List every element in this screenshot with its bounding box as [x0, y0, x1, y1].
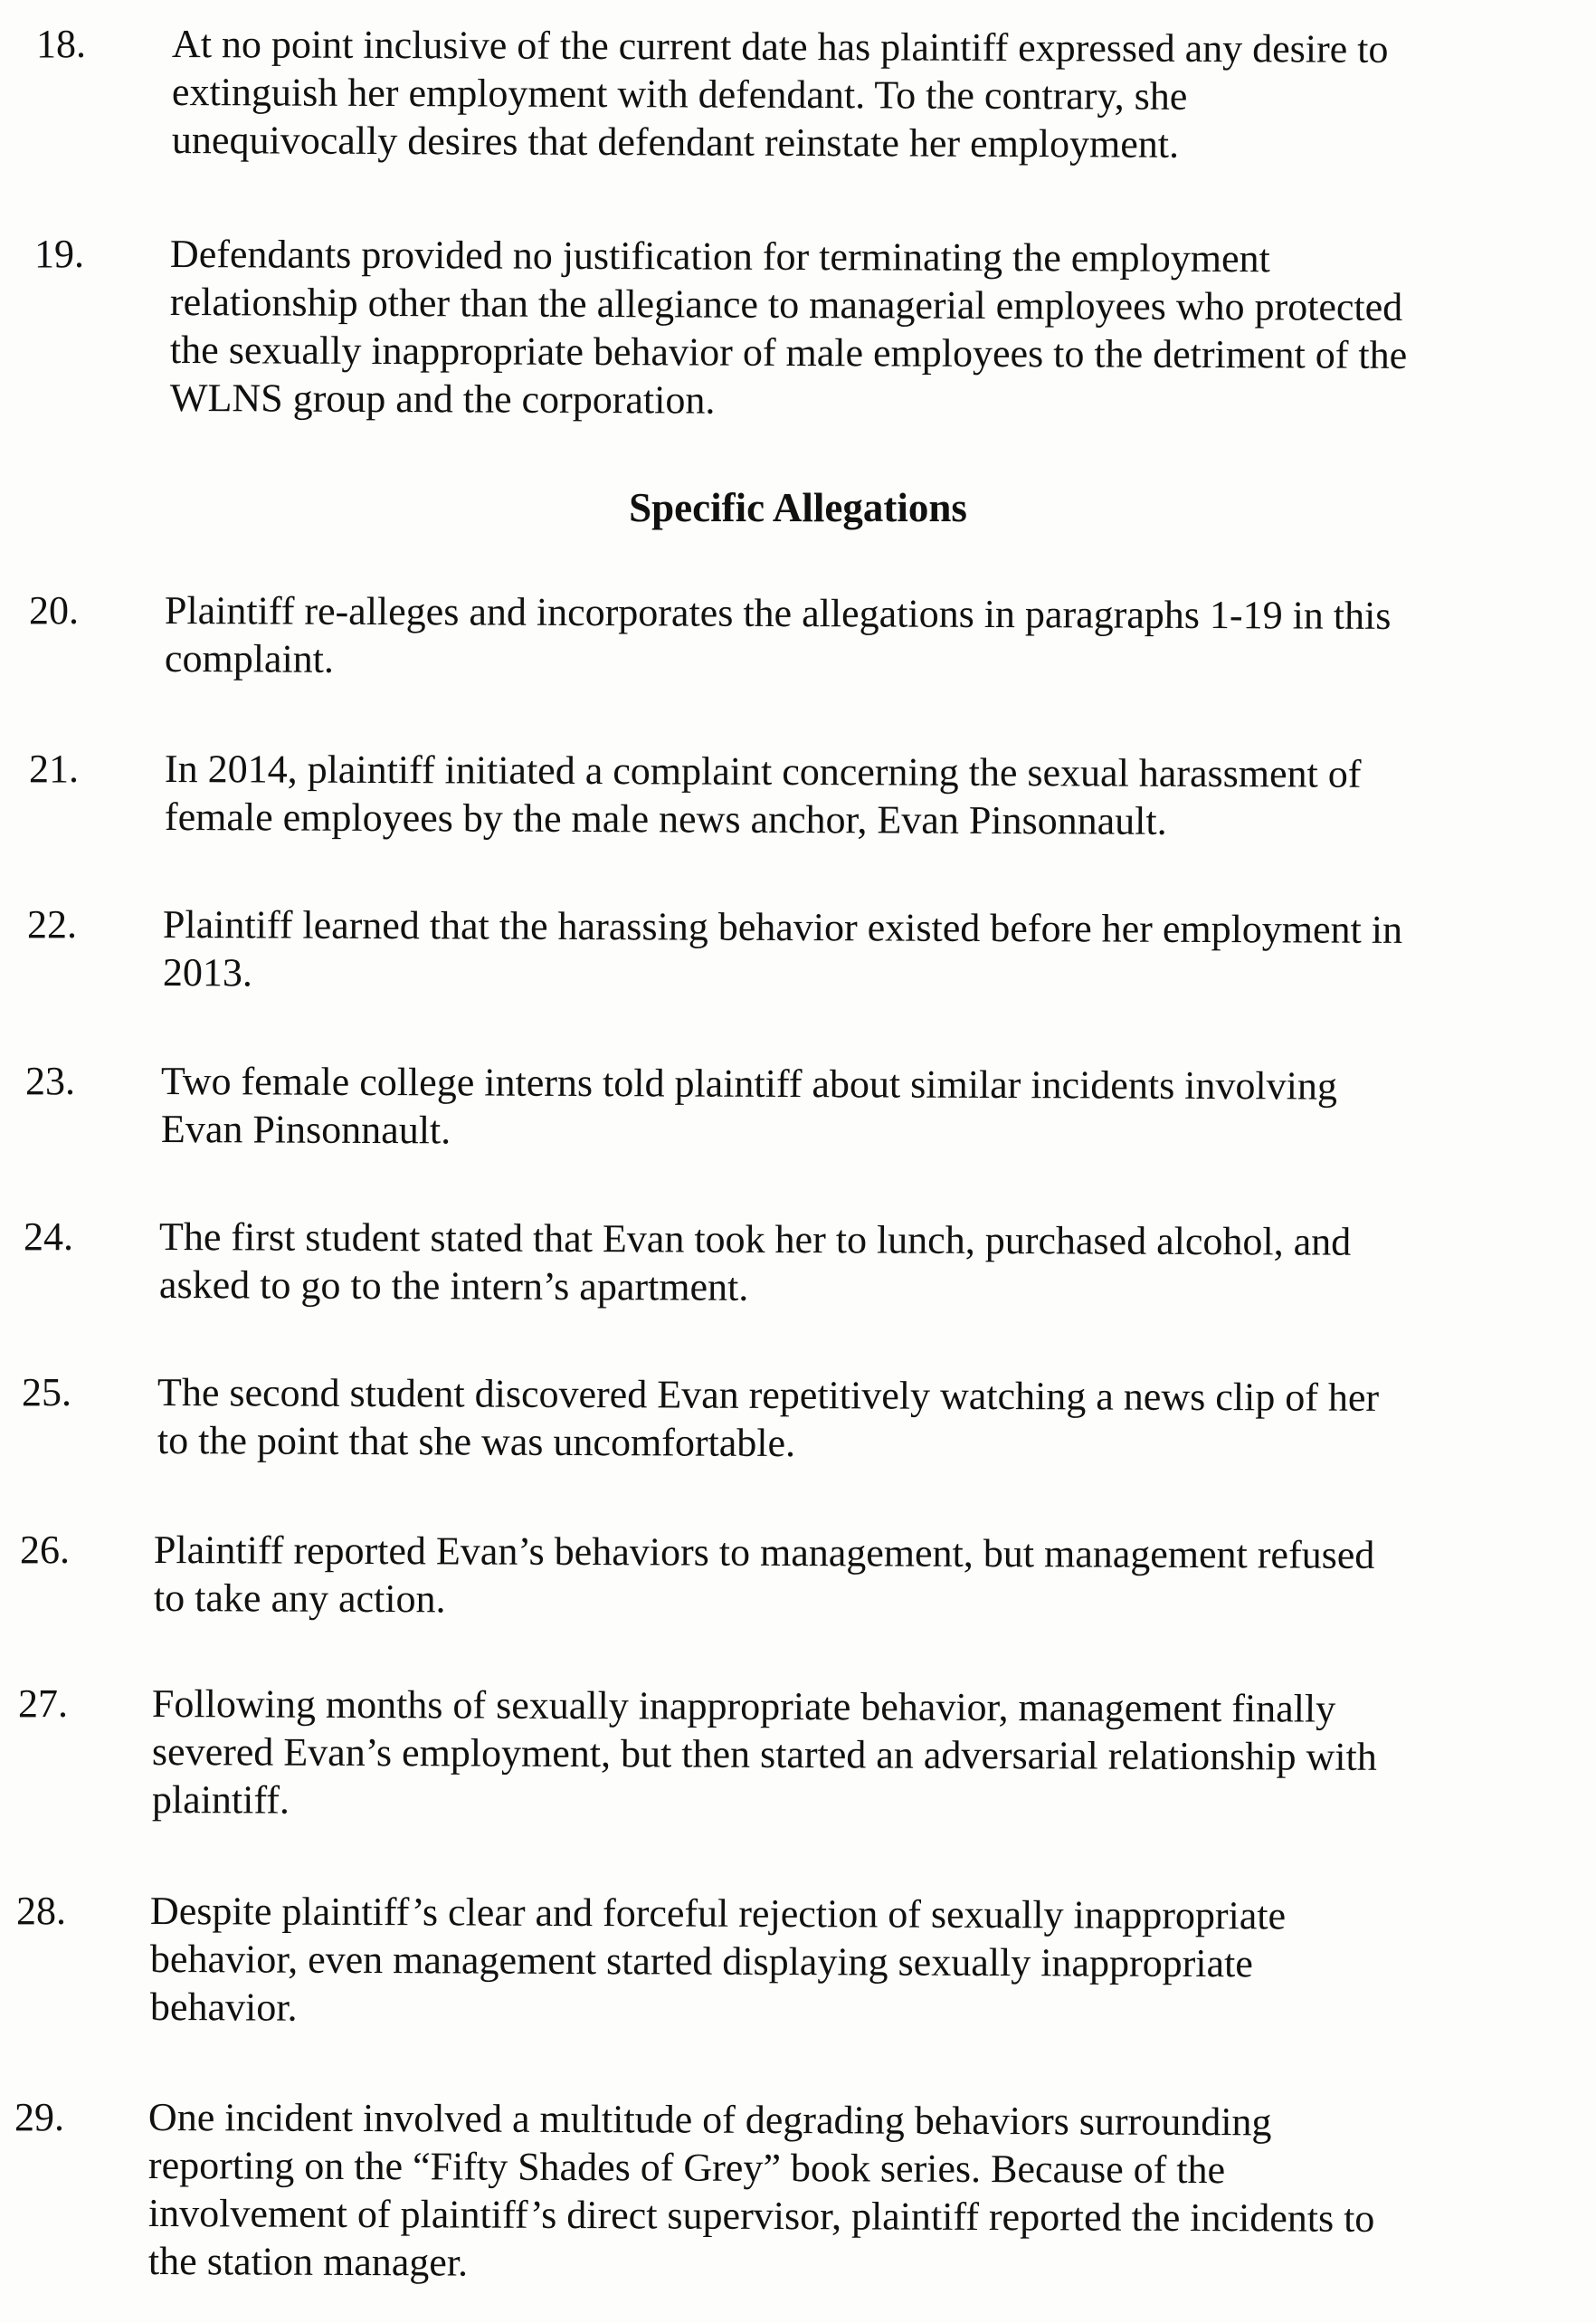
- paragraph-number: 23.: [25, 1059, 75, 1103]
- paragraph-line: to the point that she was uncomfortable.: [157, 1418, 796, 1466]
- paragraph-number: 20.: [29, 588, 79, 633]
- paragraph-line: In 2014, plaintiff initiated a complaint concerning the sexual harassment of: [164, 747, 1362, 796]
- paragraph-line: Plaintiff re-alleges and incorporates the allegations in paragraphs 1-19 in this: [164, 588, 1392, 638]
- paragraph-line: Evan Pinsonnault.: [160, 1107, 451, 1153]
- paragraph-line: to take any action.: [153, 1576, 446, 1622]
- paragraph-line: Defendants provided no justification for terminating the employment: [169, 232, 1270, 281]
- paragraph-number: 26.: [20, 1528, 70, 1572]
- paragraph-line: asked to go to the intern’s apartment.: [158, 1262, 749, 1309]
- paragraph-line: behavior.: [149, 1985, 298, 2030]
- paragraph-number: 19.: [34, 232, 84, 276]
- paragraph-line: The second student discovered Evan repetitively watching a news clip of her: [157, 1370, 1380, 1420]
- paragraph-line: unequivocally desires that defendant reinstate her employment.: [171, 118, 1180, 167]
- paragraph-line: Despite plaintiff’s clear and forceful rejection of sexually inappropriate: [149, 1889, 1287, 1938]
- paragraph-line: WLNS group and the corporation.: [169, 376, 716, 423]
- paragraph-line: severed Evan’s employment, but then started an adversarial relationship with: [151, 1729, 1377, 1779]
- paragraph-line: female employees by the male news anchor, Evan Pinsonnault.: [164, 795, 1167, 843]
- paragraph-number: 24.: [24, 1214, 73, 1259]
- paragraph-line: relationship other than the allegiance to managerial employees who protected: [169, 280, 1403, 329]
- paragraph-number: 21.: [29, 747, 79, 791]
- paragraph-number: 27.: [18, 1681, 68, 1726]
- paragraph-line: The first student stated that Evan took her to lunch, purchased alcohol, and: [158, 1214, 1352, 1264]
- section-heading: Specific Allegations: [629, 485, 967, 530]
- paragraph-number: 22.: [27, 902, 77, 947]
- paragraph-line: behavior, even management started displaying sexually inappropriate: [149, 1937, 1253, 1986]
- paragraph-line: the station manager.: [147, 2239, 469, 2285]
- paragraph-line: 2013.: [162, 950, 253, 995]
- paragraph-line: the sexually inappropriate behavior of male employees to the detriment of the: [169, 328, 1408, 377]
- paragraph-line: extinguish her employment with defendant. To the contrary, she: [171, 70, 1188, 119]
- paragraph-line: Two female college interns told plaintiff about similar incidents involving: [160, 1059, 1338, 1109]
- paragraph-line: plaintiff.: [151, 1777, 290, 1823]
- paragraph-line: One incident involved a multitude of degrading behaviors surrounding: [147, 2095, 1272, 2145]
- paragraph-number: 29.: [14, 2095, 64, 2139]
- paragraph-line: Plaintiff learned that the harassing behavior existed before her employment in: [162, 902, 1403, 952]
- paragraph-number: 25.: [22, 1370, 71, 1414]
- paragraph-line: Plaintiff reported Evan’s behaviors to management, but management refused: [153, 1528, 1375, 1577]
- paragraph-number: 28.: [16, 1889, 66, 1933]
- paragraph-line: At no point inclusive of the current date has plaintiff expressed any desire to: [171, 22, 1389, 71]
- paragraph-line: involvement of plaintiff’s direct supervisor, plaintiff reported the incidents to: [147, 2191, 1375, 2241]
- paragraph-number: 18.: [36, 22, 86, 66]
- paragraph-line: reporting on the “Fifty Shades of Grey” book series. Because of the: [147, 2143, 1226, 2193]
- paragraph-line: Following months of sexually inappropriate behavior, management finally: [151, 1681, 1336, 1731]
- paragraph-line: complaint.: [164, 636, 335, 681]
